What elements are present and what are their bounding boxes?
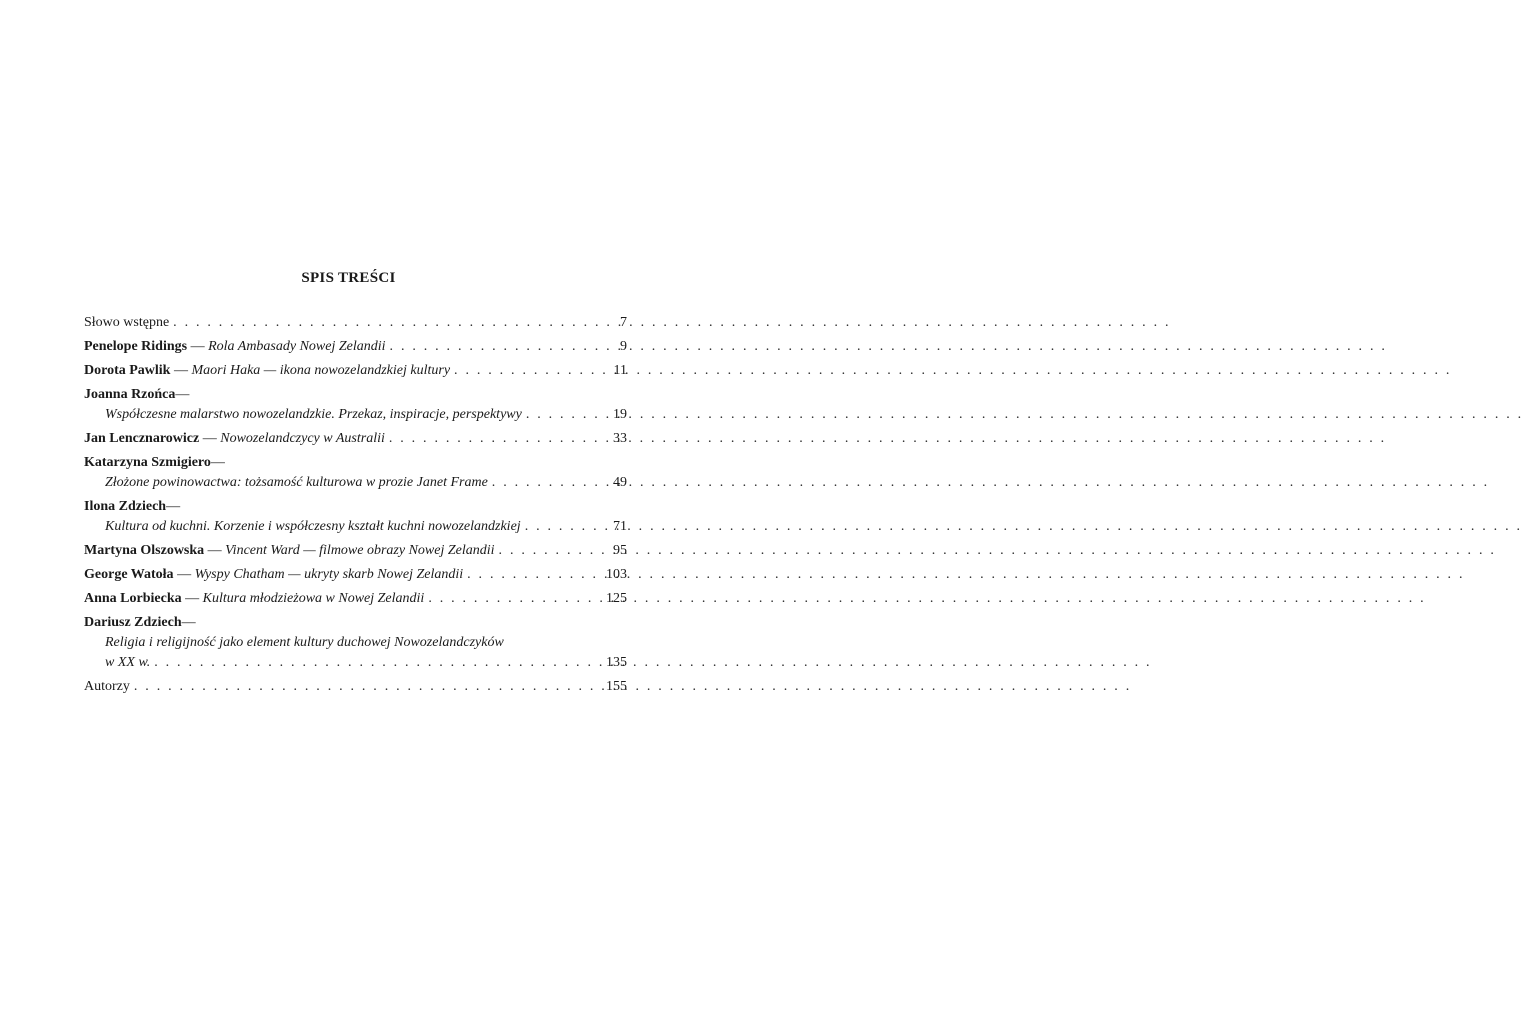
dot-leader [169, 313, 620, 333]
entry-title: Kultura od kuchni. Korzenie i współczesny kształt kuchni nowozelandzkiej [105, 519, 521, 534]
dot-leader [386, 337, 620, 357]
dot-leader [424, 589, 606, 609]
dot-leader [450, 361, 613, 381]
toc-line [84, 633, 627, 653]
toc-entry[interactable] [84, 429, 627, 449]
entry-author: Katarzyna Szmigiero [84, 455, 211, 470]
entry-author: Penelope Ridings [84, 339, 188, 354]
toc-entry[interactable] [84, 677, 627, 697]
dot-leader [488, 473, 613, 493]
toc-entry[interactable] [84, 361, 627, 381]
entry-author: Dariusz Zdziech [84, 615, 182, 630]
entry-dash: — [173, 567, 195, 582]
page-number: 155 [606, 679, 627, 694]
entry-dash: — [170, 363, 192, 378]
dot-leader [495, 541, 613, 561]
toc-line [84, 565, 627, 585]
toc-entry[interactable] [84, 613, 627, 673]
entry-text [84, 541, 495, 561]
entry-author: George Watoła [84, 567, 174, 582]
toc-line [84, 517, 627, 537]
toc-entry[interactable] [84, 313, 627, 333]
page-number: 9 [620, 339, 627, 354]
entry-title: Wyspy Chatham — ukryty skarb Nowej Zelandii [194, 567, 464, 582]
page-number: 33 [613, 431, 627, 446]
entry-title: Autorzy [84, 679, 130, 694]
entry-dash: — [199, 431, 221, 446]
toc-entry[interactable] [84, 453, 627, 493]
entry-dash: — [210, 455, 225, 470]
entry-title: Maori Haka — ikona nowozelandzkiej kultury [191, 363, 451, 378]
entry-title: Religia i religijność jako element kultury duchowej Nowozelandczyków [105, 635, 504, 650]
page-title: SPIS TREŚCI [301, 270, 396, 286]
entry-text [84, 313, 169, 333]
entry-author: Joanna Rzońca [84, 387, 176, 402]
toc-entry[interactable] [84, 589, 627, 609]
toc-line [84, 473, 627, 493]
entry-text [84, 565, 463, 585]
entry-title: Słowo wstępne [84, 315, 170, 330]
dot-leader [130, 677, 606, 697]
entry-dash: — [181, 591, 203, 606]
page-number: 49 [613, 475, 627, 490]
toc-entry[interactable] [84, 337, 627, 357]
page-number: 125 [606, 591, 627, 606]
entry-author: Dorota Pawlik [84, 363, 171, 378]
toc-entry[interactable] [84, 541, 627, 561]
entry-title: Rola Ambasady Nowej Zelandii [208, 339, 386, 354]
page-number: 95 [613, 543, 627, 558]
page-number: 103 [606, 567, 627, 582]
toc-line [84, 589, 627, 609]
page-number: 11 [613, 363, 627, 378]
entry-title: Współczesne malarstwo nowozelandzkie. Przekaz, inspiracje, perspektywy [105, 407, 522, 422]
toc-line [84, 385, 627, 405]
entry-author: Jan Lencznarowicz [84, 431, 200, 446]
dot-leader [522, 405, 613, 425]
entry-author: Martyna Olszowska [84, 543, 205, 558]
entry-author: Anna Lorbiecka [84, 591, 182, 606]
entry-text [84, 337, 386, 357]
toc-line [84, 653, 627, 673]
entry-dash: — [166, 499, 181, 514]
toc-line [84, 541, 627, 561]
document-page [0, 0, 697, 1024]
toc-line [84, 453, 627, 473]
toc-line [84, 497, 627, 517]
toc-line [84, 677, 627, 697]
toc-line [84, 405, 627, 425]
dot-leader [463, 565, 606, 585]
entry-title: Złożone powinowactwa: tożsamość kulturowa w prozie Janet Frame [105, 475, 488, 490]
page-number: 7 [620, 315, 627, 330]
dot-leader [521, 517, 613, 537]
entry-dash: — [175, 387, 190, 402]
entry-title: Vincent Ward — filmowe obrazy Nowej Zelandii [225, 543, 495, 558]
entry-dash: — [204, 543, 226, 558]
entry-text [84, 361, 450, 381]
toc-line [84, 361, 627, 381]
entry-text [84, 429, 385, 449]
page-number: 71 [613, 519, 627, 534]
dot-leader [385, 429, 613, 449]
toc-line [84, 337, 627, 357]
page-number: 19 [613, 407, 627, 422]
entry-author: Ilona Zdziech [84, 499, 167, 514]
dot-leader [150, 653, 606, 673]
toc-entry[interactable] [84, 565, 627, 585]
toc-entry[interactable] [84, 497, 627, 537]
toc-line [84, 613, 627, 633]
entry-title: Kultura młodzieżowa w Nowej Zelandii [202, 591, 425, 606]
entry-text [84, 589, 424, 609]
entry-title: Nowozelandczycy w Australii [220, 431, 385, 446]
entry-title: w XX w. [105, 655, 151, 670]
toc-entry[interactable] [84, 385, 627, 425]
entry-text [84, 677, 130, 697]
table-of-contents [84, 313, 627, 701]
entry-dash: — [187, 339, 209, 354]
toc-line [84, 313, 627, 333]
page-number: 135 [606, 655, 627, 670]
toc-line [84, 429, 627, 449]
entry-dash: — [181, 615, 196, 630]
